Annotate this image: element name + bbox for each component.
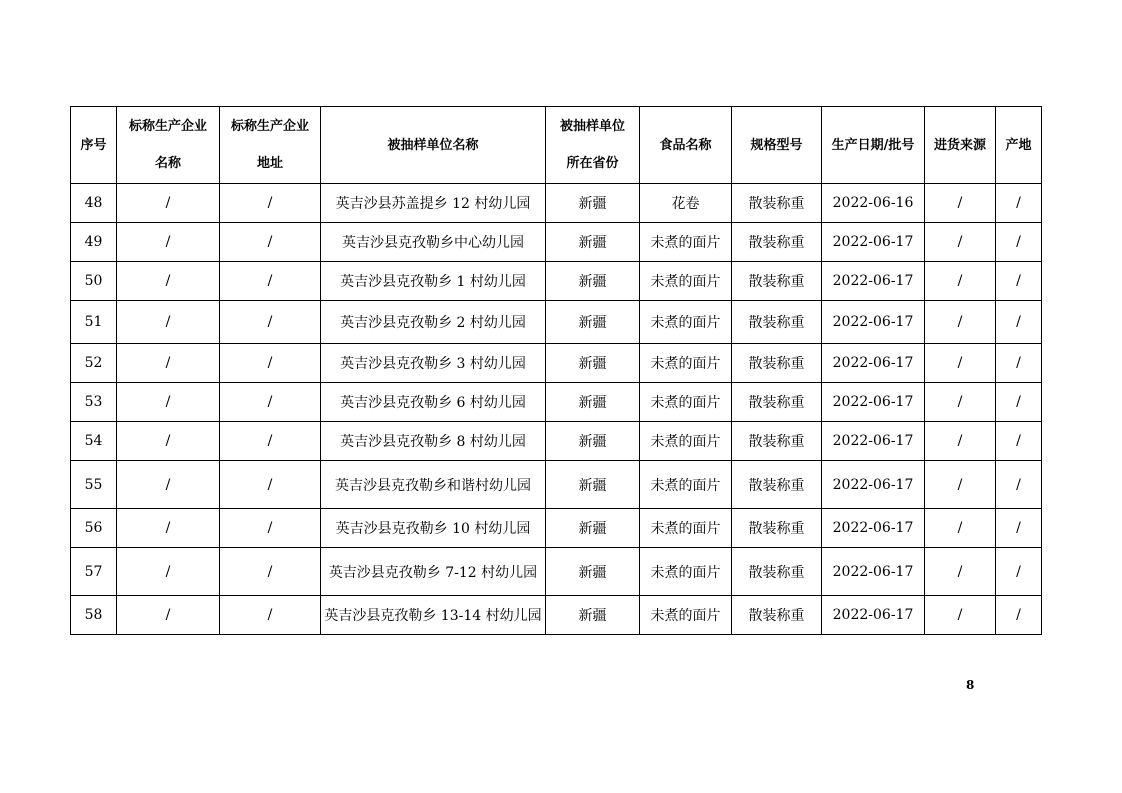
cell-mfr-addr: / — [220, 383, 321, 422]
cell-food: 未煮的面片 — [640, 461, 732, 509]
cell-spec: 散装称重 — [732, 223, 822, 262]
cell-source: / — [925, 548, 996, 596]
cell-spec: 散装称重 — [732, 548, 822, 596]
cell-food: 未煮的面片 — [640, 509, 732, 548]
cell-spec: 散装称重 — [732, 383, 822, 422]
cell-unit: 英吉沙县克孜勒乡 6 村幼儿园 — [321, 383, 546, 422]
cell-mfr-addr: / — [220, 184, 321, 223]
header-province: 被抽样单位 所在省份 — [546, 107, 640, 184]
cell-origin: / — [996, 223, 1042, 262]
cell-mfr-name: / — [117, 301, 220, 344]
cell-province: 新疆 — [546, 383, 640, 422]
cell-date: 2022-06-16 — [822, 184, 925, 223]
cell-province: 新疆 — [546, 344, 640, 383]
header-date: 生产日期/批号 — [822, 107, 925, 184]
table-row — [71, 223, 1042, 262]
cell-food: 未煮的面片 — [640, 262, 732, 301]
cell-mfr-name: / — [117, 344, 220, 383]
cell-mfr-name: / — [117, 422, 220, 461]
cell-mfr-addr: / — [220, 509, 321, 548]
cell-mfr-addr: / — [220, 461, 321, 509]
cell-unit: 英吉沙县克孜勒乡 7-12 村幼儿园 — [321, 548, 546, 596]
cell-date: 2022-06-17 — [822, 461, 925, 509]
cell-origin: / — [996, 262, 1042, 301]
cell-date: 2022-06-17 — [822, 383, 925, 422]
table-row — [71, 509, 1042, 548]
cell-mfr-addr: / — [220, 422, 321, 461]
cell-source: / — [925, 262, 996, 301]
cell-seq: 50 — [71, 262, 117, 301]
cell-origin: / — [996, 422, 1042, 461]
table-row — [71, 184, 1042, 223]
cell-province: 新疆 — [546, 262, 640, 301]
cell-province: 新疆 — [546, 509, 640, 548]
cell-date: 2022-06-17 — [822, 509, 925, 548]
cell-mfr-addr: / — [220, 596, 321, 635]
table-row — [71, 548, 1042, 596]
table-row — [71, 461, 1042, 509]
cell-mfr-name: / — [117, 596, 220, 635]
cell-spec: 散装称重 — [732, 301, 822, 344]
cell-unit: 英吉沙县克孜勒乡中心幼儿园 — [321, 223, 546, 262]
cell-origin: / — [996, 596, 1042, 635]
cell-mfr-name: / — [117, 223, 220, 262]
cell-unit: 英吉沙县克孜勒乡 8 村幼儿园 — [321, 422, 546, 461]
cell-seq: 53 — [71, 383, 117, 422]
cell-origin: / — [996, 301, 1042, 344]
cell-unit: 英吉沙县克孜勒乡 2 村幼儿园 — [321, 301, 546, 344]
cell-spec: 散装称重 — [732, 509, 822, 548]
cell-mfr-name: / — [117, 262, 220, 301]
cell-date: 2022-06-17 — [822, 262, 925, 301]
cell-province: 新疆 — [546, 301, 640, 344]
cell-spec: 散装称重 — [732, 344, 822, 383]
cell-spec: 散装称重 — [732, 596, 822, 635]
cell-origin: / — [996, 548, 1042, 596]
cell-seq: 54 — [71, 422, 117, 461]
cell-unit: 英吉沙县克孜勒乡和谐村幼儿园 — [321, 461, 546, 509]
cell-seq: 57 — [71, 548, 117, 596]
table-row — [71, 596, 1042, 635]
cell-date: 2022-06-17 — [822, 223, 925, 262]
cell-unit: 英吉沙县克孜勒乡 13-14 村幼儿园 — [321, 596, 546, 635]
cell-origin: / — [996, 509, 1042, 548]
cell-province: 新疆 — [546, 596, 640, 635]
header-source: 进货来源 — [925, 107, 996, 184]
cell-seq: 52 — [71, 344, 117, 383]
cell-seq: 48 — [71, 184, 117, 223]
cell-province: 新疆 — [546, 422, 640, 461]
header-spec: 规格型号 — [732, 107, 822, 184]
cell-date: 2022-06-17 — [822, 596, 925, 635]
cell-source: / — [925, 596, 996, 635]
cell-source: / — [925, 344, 996, 383]
cell-origin: / — [996, 461, 1042, 509]
cell-province: 新疆 — [546, 461, 640, 509]
cell-seq: 55 — [71, 461, 117, 509]
table-row — [71, 383, 1042, 422]
table-row — [71, 262, 1042, 301]
header-origin: 产地 — [996, 107, 1042, 184]
cell-spec: 散装称重 — [732, 262, 822, 301]
cell-source: / — [925, 184, 996, 223]
cell-source: / — [925, 301, 996, 344]
cell-seq: 58 — [71, 596, 117, 635]
page-number: 8 — [966, 678, 975, 692]
cell-mfr-addr: / — [220, 344, 321, 383]
cell-date: 2022-06-17 — [822, 422, 925, 461]
cell-mfr-name: / — [117, 184, 220, 223]
cell-date: 2022-06-17 — [822, 301, 925, 344]
cell-food: 未煮的面片 — [640, 223, 732, 262]
cell-seq: 51 — [71, 301, 117, 344]
cell-seq: 49 — [71, 223, 117, 262]
cell-spec: 散装称重 — [732, 184, 822, 223]
cell-mfr-name: / — [117, 509, 220, 548]
cell-origin: / — [996, 184, 1042, 223]
cell-mfr-name: / — [117, 461, 220, 509]
cell-spec: 散装称重 — [732, 422, 822, 461]
header-seq: 序号 — [71, 107, 117, 184]
cell-food: 未煮的面片 — [640, 596, 732, 635]
table-row — [71, 301, 1042, 344]
cell-food: 未煮的面片 — [640, 301, 732, 344]
cell-unit: 英吉沙县克孜勒乡 10 村幼儿园 — [321, 509, 546, 548]
cell-food: 未煮的面片 — [640, 383, 732, 422]
cell-mfr-addr: / — [220, 262, 321, 301]
cell-source: / — [925, 383, 996, 422]
cell-origin: / — [996, 383, 1042, 422]
cell-province: 新疆 — [546, 184, 640, 223]
cell-province: 新疆 — [546, 223, 640, 262]
cell-food: 花卷 — [640, 184, 732, 223]
cell-mfr-addr: / — [220, 223, 321, 262]
table-row — [71, 422, 1042, 461]
cell-unit: 英吉沙县克孜勒乡 3 村幼儿园 — [321, 344, 546, 383]
cell-mfr-addr: / — [220, 301, 321, 344]
table-row — [71, 344, 1042, 383]
cell-province: 新疆 — [546, 548, 640, 596]
header-food: 食品名称 — [640, 107, 732, 184]
cell-source: / — [925, 461, 996, 509]
cell-date: 2022-06-17 — [822, 548, 925, 596]
cell-date: 2022-06-17 — [822, 344, 925, 383]
cell-mfr-name: / — [117, 548, 220, 596]
cell-origin: / — [996, 344, 1042, 383]
cell-seq: 56 — [71, 509, 117, 548]
header-row — [71, 107, 1042, 184]
cell-food: 未煮的面片 — [640, 548, 732, 596]
header-mfr-name: 标称生产企业 名称 — [117, 107, 220, 184]
cell-unit: 英吉沙县克孜勒乡 1 村幼儿园 — [321, 262, 546, 301]
cell-source: / — [925, 422, 996, 461]
cell-mfr-name: / — [117, 383, 220, 422]
sample-table — [70, 106, 1042, 635]
cell-source: / — [925, 223, 996, 262]
cell-food: 未煮的面片 — [640, 344, 732, 383]
cell-unit: 英吉沙县苏盖提乡 12 村幼儿园 — [321, 184, 546, 223]
header-mfr-addr: 标称生产企业 地址 — [220, 107, 321, 184]
cell-food: 未煮的面片 — [640, 422, 732, 461]
cell-mfr-addr: / — [220, 548, 321, 596]
cell-spec: 散装称重 — [732, 461, 822, 509]
cell-source: / — [925, 509, 996, 548]
header-sampled-unit: 被抽样单位名称 — [321, 107, 546, 184]
